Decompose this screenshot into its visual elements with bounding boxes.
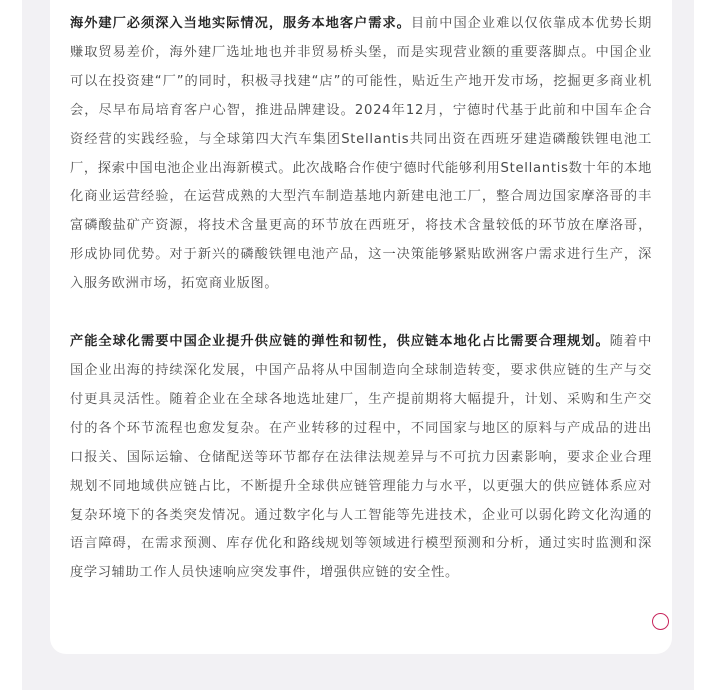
paragraph-lead: 海外建厂必须深入当地实际情况，服务本地客户需求。: [70, 16, 411, 31]
circle-marker-icon[interactable]: [652, 613, 669, 630]
paragraph-text: 随着中国企业出海的持续深化发展，中国产品将从中国制造向全球制造转变，要求供应链的生产与交付更具灵活性。随着企业在全球各地选址建厂，生产提前期将大幅提升，计划、采购和生产交付的各个环节流程也愈发复杂。在产业转移的过程中，不同国家与地区的原料与产成品的进出口报关、国际运输、仓储配送等环节都存在法律法规差异与不可抗力因素影响，要求企业合理规划不同地域供应链占比，不断提升全球供应链管理能力与水平，以更强大的供应链体系应对复杂环境下的各类突发情况。通过数字化与人工智能等先进技术，企业可以弱化跨文化沟通的语言障碍，在需求预测、库存优化和路线规划等领域进行模型预测和分析，通过实时监测和深度学习辅助工作人员快速响应突发事件，增强供应链的安全性。: [70, 334, 652, 581]
article-body: [70, 10, 652, 588]
article-paragraph: [70, 328, 652, 588]
page-frame: [22, 0, 694, 690]
paragraph-text: 目前中国企业难以仅依靠成本优势长期赚取贸易差价，海外建厂选址地也并非贸易桥头堡，而是实现营业额的重要落脚点。中国企业可以在投资建“厂”的同时，积极寻找建“店”的可能性，贴近生产地开发市场，挖掘更多商业机会，尽早布局培育客户心智，推进品牌建设。2024年12月，宁德时代基于此前和中国车企合资经营的实践经验，与全球第四大汽车集团Stellantis共同出资在西班牙建造磷酸铁锂电池工厂，探索中国电池企业出海新模式。此次战略合作使宁德时代能够利用Stellantis数十年的本地化商业运营经验，在运营成熟的大型汽车制造基地内新建电池工厂，整合周边国家摩洛哥的丰富磷酸盐矿产资源，将技术含量更高的环节放在西班牙，将技术含量较低的环节放在摩洛哥，形成协同优势。对于新兴的磷酸铁锂电池产品，这一决策能够紧贴欧洲客户需求进行生产，深入服务欧洲市场，拓宽商业版图。: [70, 16, 652, 292]
article-card: [50, 0, 672, 654]
paragraph-lead: 产能全球化需要中国企业提升供应链的弹性和韧性，供应链本地化占比需要合理规划。: [70, 334, 610, 350]
article-paragraph: [70, 10, 652, 299]
